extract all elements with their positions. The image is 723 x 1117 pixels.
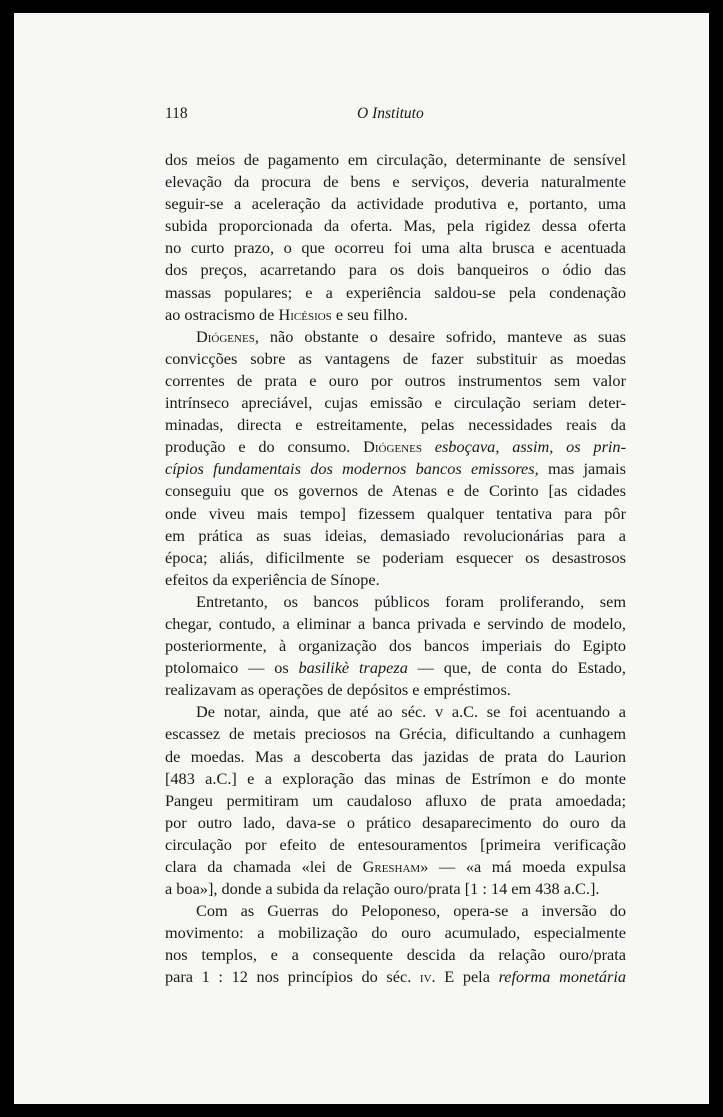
small-caps-name: Hicésios: [278, 304, 332, 324]
text-line: produção e do consumo. Diógenes esboçava, assim, os prin-: [165, 437, 626, 457]
text-line: ptolomaico — os basilikè trapeza — que, de conta do Estado,: [165, 658, 626, 678]
text-line: Diógenes, não obstante o desaire sofrido, manteve as suas: [196, 326, 626, 346]
text-line: chegar, contudo, a eliminar a banca privada e servindo de modelo,: [165, 613, 626, 633]
text-line: em prática as suas ideias, demasiado revolucionárias para a: [165, 525, 626, 545]
text-line: circulação por efeito de entesouramentos [primeira verificação: [165, 834, 626, 854]
text-line: realizavam as operações de depósitos e empréstimos.: [165, 680, 511, 700]
text-line: movimento: a mobilização do ouro acumulado, especialmente: [165, 923, 626, 943]
text-line: por outro lado, dava-se o prático desaparecimento do ouro da: [165, 812, 626, 832]
text-line: cípios fundamentais dos modernos bancos emissores, mas jamais: [165, 459, 626, 479]
text-line: correntes de prata e ouro por outros instrumentos sem valor: [165, 370, 626, 390]
paragraph: [165, 900, 626, 988]
text-line: efeitos da experiência de Sínope.: [165, 569, 380, 589]
text-line: clara da chamada «lei de Gresham» — «a má moeda expulsa: [165, 857, 626, 876]
paragraph: [165, 701, 626, 900]
text-line: dos meios de pagamento em circulação, determinante de sensível: [165, 150, 626, 169]
text-line: elevação da procura de bens e serviços, deveria naturalmente: [165, 172, 626, 192]
small-caps-name: Diógenes: [196, 326, 255, 346]
text-line: Entretanto, os bancos públicos foram proliferando, sem: [196, 591, 626, 611]
text-line: De notar, ainda, que até ao séc. v a.C. se foi acentuando a: [196, 702, 626, 722]
text-line: de moedas. Mas a descoberta das jazidas de prata do Laurion: [165, 746, 626, 766]
running-title: O Instituto: [357, 105, 424, 122]
text-line: [483 a.C.] e a exploração das minas de Estrímon e do monte: [165, 768, 626, 788]
small-caps-name: Diógenes: [363, 437, 422, 457]
text-line: onde viveu mais tempo] fizessem qualquer tentativa para pôr: [165, 503, 626, 523]
text-line: escassez de metais preciosos na Grécia, dificultando a cunhagem: [165, 724, 626, 744]
text-line: nos templos, e a consequente descida da relação ouro/prata: [165, 945, 626, 965]
small-caps-name: Gresham: [362, 857, 421, 876]
text-line: conseguiu que os governos de Atenas e de Corinto [as cidades: [165, 481, 626, 501]
text-line: massas populares; e a experiência saldou-se pela condenação: [165, 282, 626, 302]
paragraph: [165, 326, 626, 591]
running-head: [165, 105, 561, 127]
page-number: 118: [165, 105, 188, 122]
body-text: [165, 149, 626, 989]
text-line: Com as Guerras do Peloponeso, opera-se a inversão do: [196, 901, 626, 921]
text-line: época; aliás, dificilmente se poderiam esquecer os desastrosos: [165, 547, 626, 567]
text-line: no curto prazo, o que ocorreu foi uma alta brusca e acentuada: [165, 238, 626, 258]
text-line: ao ostracismo de Hicésios e seu filho.: [165, 304, 408, 324]
text-line: convicções sobre as vantagens de fazer substituir as moedas: [165, 348, 626, 368]
text-line: dos preços, acarretando para os dois banqueiros o ódio das: [165, 260, 626, 280]
text-line: intrínseco apreciável, cujas emissão e circulação seriam deter-: [165, 393, 626, 413]
small-caps-name: iv: [419, 967, 432, 987]
text-line: a boa»], donde a subida da relação ouro/prata [1 : 14 em 438 a.C.].: [165, 879, 600, 899]
book-page: [14, 13, 709, 1104]
text-line: Pangeu permitiram um caudaloso afluxo de prata amoedada;: [165, 790, 626, 810]
text-line: minadas, directa e estreitamente, pelas necessidades reais da: [165, 415, 626, 435]
paragraph: [165, 149, 626, 326]
paragraph: [165, 591, 626, 701]
text-line: para 1 : 12 nos princípios do séc. iv. E pela reforma monetária: [165, 967, 626, 987]
text-line: posteriormente, à organização dos bancos imperiais do Egipto: [165, 636, 626, 656]
text-line: subida proporcionada da oferta. Mas, pela rigidez dessa oferta: [165, 216, 626, 236]
text-line: seguir-se a aceleração da actividade produtiva e, portanto, uma: [165, 194, 626, 214]
